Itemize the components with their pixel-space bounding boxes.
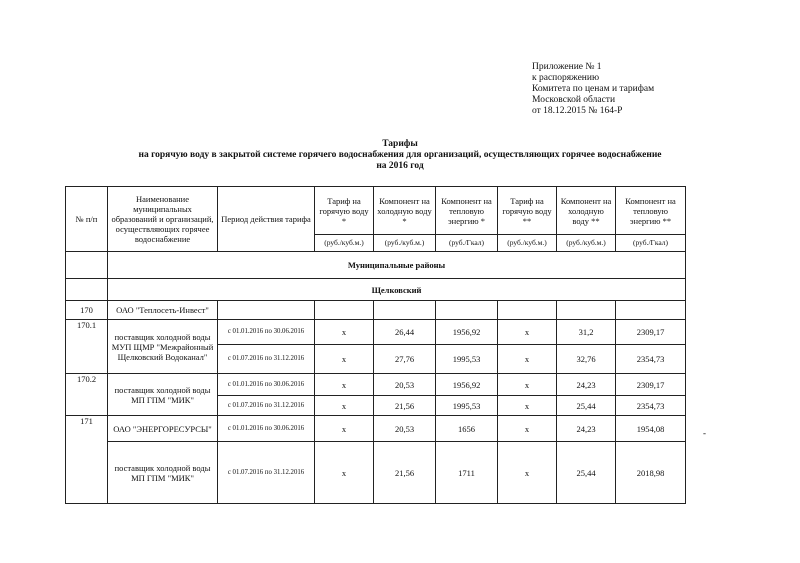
row-period: с 01.07.2016 по 31.12.2016 <box>218 442 315 504</box>
row-num: 170.1 <box>66 320 108 374</box>
header-num: № п/п <box>66 187 108 252</box>
section-district: Щелковский <box>108 279 686 301</box>
section-municipal: Муниципальные районы <box>108 252 686 279</box>
row-org-name: поставщик холодной воды МУП ЩМР "Межрайонный Щелковский Водоканал" <box>108 320 218 374</box>
row-period: с 01.07.2016 по 31.12.2016 <box>218 396 315 416</box>
unit-cell: (руб./куб.м.) <box>315 235 374 252</box>
row-heat-2: 1954,08 <box>616 416 686 442</box>
row-org-name: ОАО "Теплосеть-Инвест" <box>108 301 218 320</box>
table-row <box>66 320 686 345</box>
row-period: с 01.01.2016 по 30.06.2016 <box>218 320 315 345</box>
row-heat-1: 1956,92 <box>436 374 498 396</box>
appendix-line: от 18.12.2015 № 164-Р <box>532 106 623 116</box>
row-period: с 01.07.2016 по 31.12.2016 <box>218 345 315 374</box>
row-heat-1: 1995,53 <box>436 345 498 374</box>
header-cold-2: Компонент на холодную воду ** <box>557 187 616 235</box>
row-cold-2: 32,76 <box>557 345 616 374</box>
row-tariff-2: х <box>498 320 557 345</box>
title-line: на горячую воду в закрытой системе горячего водоснабжения для организаций, осуществляющих горячее водоснабжение <box>138 150 662 160</box>
row-heat-1: 1995,53 <box>436 396 498 416</box>
row-num: 170.2 <box>66 374 108 416</box>
appendix-block <box>532 62 654 117</box>
row-heat-2: 2309,17 <box>616 374 686 396</box>
header-heat-1: Компонент на тепловую энергию * <box>436 187 498 235</box>
document-title <box>0 139 800 172</box>
header-period: Период действия тарифа <box>218 187 315 252</box>
row-tariff-1: х <box>315 416 374 442</box>
row-period: с 01.01.2016 по 30.06.2016 <box>218 416 315 442</box>
table-row <box>66 442 686 504</box>
row-cold-1: 21,56 <box>374 442 436 504</box>
row-org-name: поставщик холодной воды МП ГПМ "МИК" <box>108 374 218 416</box>
title-line: Тарифы <box>382 139 418 149</box>
row-heat-1: 1656 <box>436 416 498 442</box>
row-cold-2: 25,44 <box>557 396 616 416</box>
row-cold-2: 25,44 <box>557 442 616 504</box>
section-row <box>66 252 686 279</box>
row-period: с 01.01.2016 по 30.06.2016 <box>218 374 315 396</box>
row-cold-1: 27,76 <box>374 345 436 374</box>
row-tariff-1: х <box>315 374 374 396</box>
header-row <box>66 187 686 235</box>
row-num: 170 <box>66 301 108 320</box>
appendix-line: Приложение № 1 <box>532 62 602 72</box>
row-cold-1: 20,53 <box>374 416 436 442</box>
row-tariff-1: х <box>315 396 374 416</box>
unit-cell: (руб./куб.м.) <box>374 235 436 252</box>
header-tariff-1: Тариф на горячую воду * <box>315 187 374 235</box>
header-tariff-2: Тариф на горячую воду ** <box>498 187 557 235</box>
row-cold-2: 31,2 <box>557 320 616 345</box>
section-row <box>66 279 686 301</box>
row-org-name: ОАО "ЭНЕРГОРЕСУРСЫ" <box>108 416 218 442</box>
header-heat-2: Компонент на тепловую энергию ** <box>616 187 686 235</box>
row-cold-1: 26,44 <box>374 320 436 345</box>
row-supplier-name: поставщик холодной воды МП ГПМ "МИК" <box>108 442 218 504</box>
row-tariff-1: х <box>315 345 374 374</box>
appendix-line: Комитета по ценам и тарифам <box>532 84 655 94</box>
unit-cell: (руб./куб.м.) <box>557 235 616 252</box>
table-row <box>66 301 686 320</box>
row-cold-1: 20,53 <box>374 374 436 396</box>
stray-mark: - <box>703 428 706 438</box>
table-row <box>66 416 686 442</box>
row-num: 171 <box>66 416 108 504</box>
header-name: Наименование муниципальных образований и организаций, осуществляющих горячее водоснабжение <box>108 187 218 252</box>
row-heat-1: 1711 <box>436 442 498 504</box>
row-tariff-2: х <box>498 374 557 396</box>
row-tariff-2: х <box>498 396 557 416</box>
unit-cell: (руб./куб.м.) <box>498 235 557 252</box>
row-tariff-2: х <box>498 416 557 442</box>
row-tariff-1: х <box>315 442 374 504</box>
unit-cell: (руб./Гкал) <box>436 235 498 252</box>
tariff-table <box>65 186 686 504</box>
row-heat-2: 2354,73 <box>616 345 686 374</box>
appendix-line: Московской области <box>532 95 616 105</box>
row-tariff-1: х <box>315 320 374 345</box>
row-tariff-2: х <box>498 345 557 374</box>
row-cold-2: 24,23 <box>557 374 616 396</box>
appendix-line: к распоряжению <box>532 73 600 83</box>
title-line: на 2016 год <box>376 161 424 171</box>
row-cold-2: 24,23 <box>557 416 616 442</box>
row-heat-2: 2018,98 <box>616 442 686 504</box>
row-heat-2: 2309,17 <box>616 320 686 345</box>
row-tariff-2: х <box>498 442 557 504</box>
row-heat-2: 2354,73 <box>616 396 686 416</box>
unit-cell: (руб./Гкал) <box>616 235 686 252</box>
row-heat-1: 1956,92 <box>436 320 498 345</box>
table-row <box>66 374 686 396</box>
row-cold-1: 21,56 <box>374 396 436 416</box>
header-cold-1: Компонент на холодную воду * <box>374 187 436 235</box>
